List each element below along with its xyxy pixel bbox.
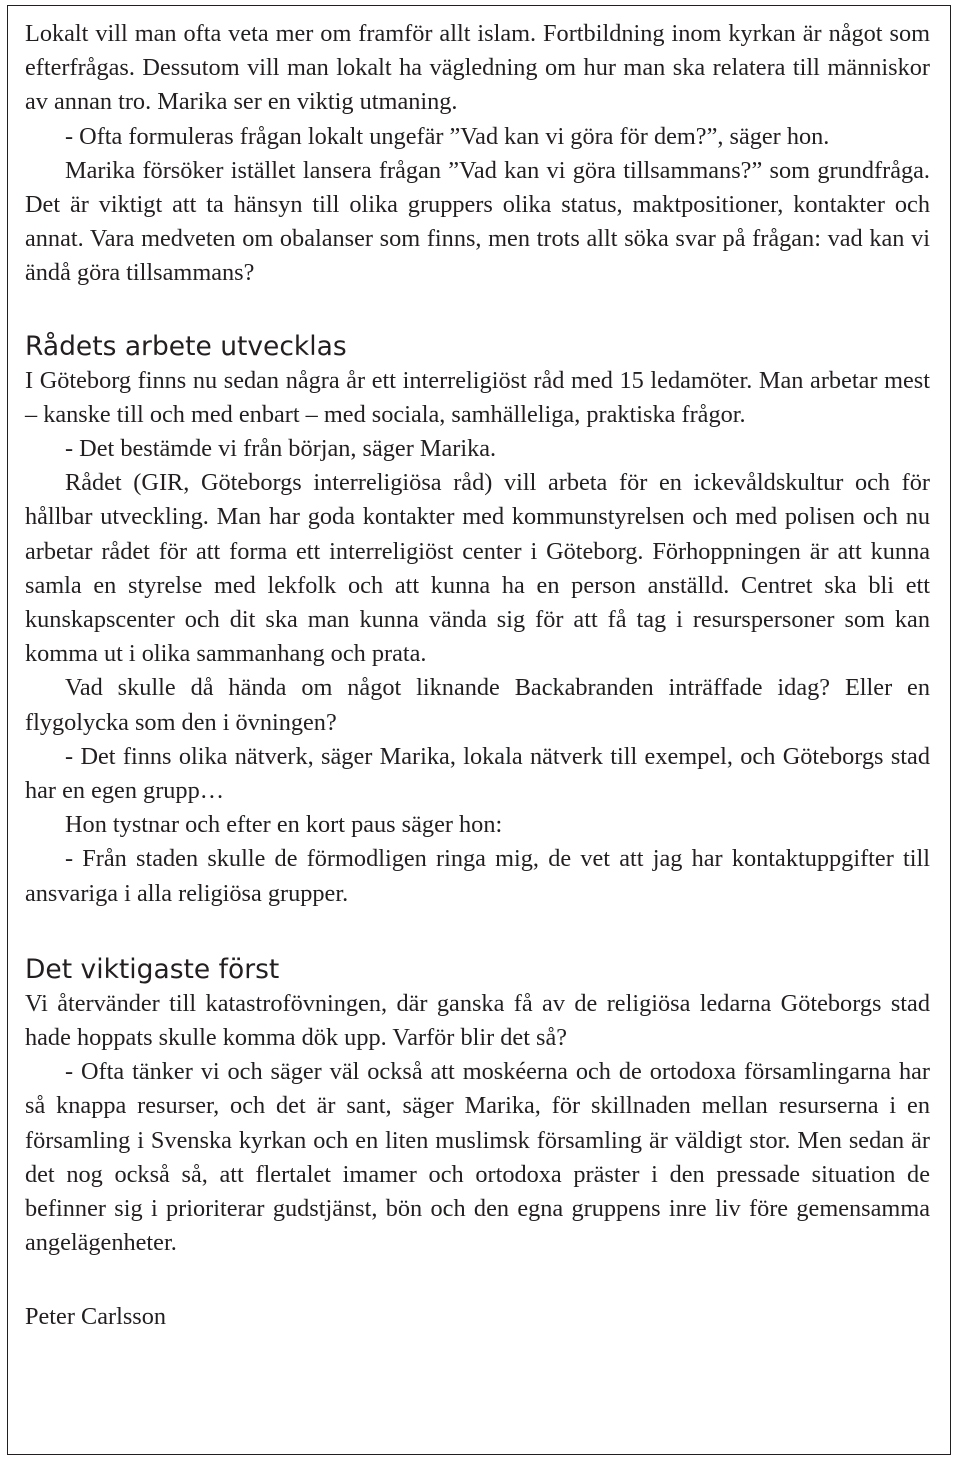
section-heading: Rådets arbete utvecklas	[25, 330, 347, 362]
paragraph: - Från staden skulle de förmodligen ringa mig, de vet att jag har kontaktuppgifter till ansvariga i alla religiösa grupper.	[25, 845, 930, 907]
paragraph: Vad skulle då hända om något liknande Backabranden inträffade idag? Eller en flygolycka som den i övningen?	[25, 674, 930, 736]
paragraph: - Det finns olika nätverk, säger Marika, lokala nätverk till exempel, och Göteborgs stad har en egen grupp…	[25, 742, 930, 805]
paragraph: - Ofta formuleras frågan lokalt ungefär ”Vad kan vi göra för dem?”, säger hon.	[65, 122, 830, 150]
intro-section	[25, 17, 930, 291]
paragraph: I Göteborg finns nu sedan några år ett interreligiöst råd med 15 ledamöter. Man arbetar mest – kanske till och med enbart – med sociala, samhälleliga, praktiska frågor.	[25, 366, 930, 428]
author-signature: Peter Carlsson	[25, 1302, 167, 1330]
article-body	[25, 17, 930, 1334]
paragraph: Hon tystnar och efter en kort paus säger hon:	[65, 811, 503, 839]
paragraph: - Ofta tänker vi och säger väl också att moskéerna och de ortodoxa församlingarna har så knappa resurser, och det är sant, säger Marika, för skillnaden mellan resurserna i en församling i Svenska kyrkan och en liten muslimsk församling är väldigt stor. Men sedan är det nog också så, att flertalet imamer och ortodoxa präster i den pressade situation de befinner sig i prioriterar gudstjänst, bön och den egna gruppens inre liv före gemensamma angelägenheter.	[25, 1058, 930, 1257]
viktigaste-section	[25, 987, 930, 1261]
radets-section	[25, 364, 930, 911]
paragraph: Rådet (GIR, Göteborgs interreligiösa råd) vill arbeta för en ickevåldskultur och för hållbar utveckling. Man har goda kontakter med kommunstyrelsen och med polisen och nu arbetar rådet för att forma ett interreligiöst center i Göteborg. Förhoppningen är att kunna samla en styrelse med lekfolk och att kunna ha en person anställd. Centret ska bli ett kunskapscenter och dit ska man kunna vända sig för att få tag i resurspersoner som kan komma ut i olika sammanhang och prata.	[25, 469, 930, 668]
section-heading: Det viktigaste först	[25, 953, 280, 985]
paragraph: Vi återvänder till katastrofövningen, där ganska få av de religiösa ledarna Göteborgs stad hade hoppats skulle komma dök upp. Varför blir det så?	[25, 989, 930, 1052]
paragraph: Marika försöker istället lansera frågan ”Vad kan vi göra tillsammans?” som grundfråga. Det är viktigt att ta hänsyn till olika gruppers olika status, maktpositioner, kontakter och annat. Vara medveten om obalanser som finns, men trots allt söka svar på frågan: vad kan vi ändå göra tillsammans?	[25, 156, 930, 287]
paragraph: Lokalt vill man ofta veta mer om framför allt islam. Fortbildning inom kyrkan är något som efterfrågas. Dessutom vill man lokalt ha vägledning om hur man ska relatera till människor av annan tro. Marika ser en viktig utmaning.	[25, 20, 930, 116]
paragraph: - Det bestämde vi från början, säger Marika.	[65, 435, 497, 463]
